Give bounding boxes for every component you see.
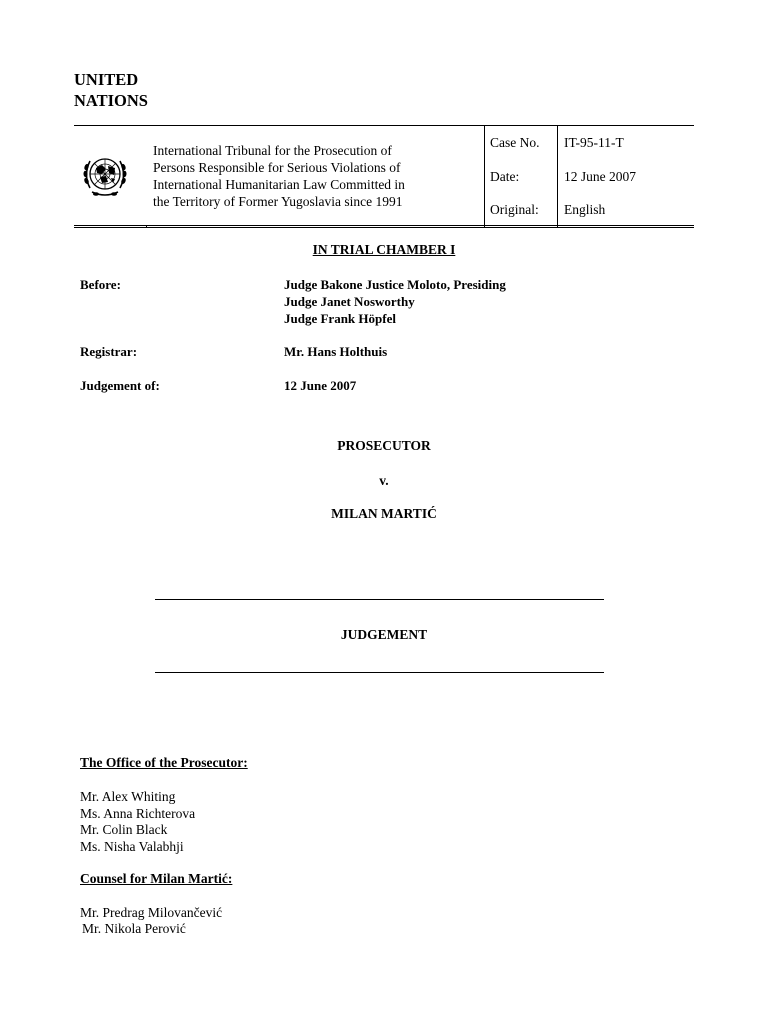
versus-label: v.	[379, 473, 389, 488]
organization-name-line1: UNITED	[74, 70, 139, 89]
header-bottom-rule	[74, 225, 694, 226]
judges-list	[284, 276, 506, 327]
accused-party: MILAN MARTIĆ	[331, 506, 437, 521]
header-case-divider	[484, 125, 485, 228]
title-top-rule	[155, 599, 604, 600]
judgement-date-value: 12 June 2007	[284, 378, 357, 393]
header-case-label-divider	[557, 125, 558, 228]
title-bottom-rule	[155, 672, 604, 673]
defence-counsel-name: Mr. Predrag Milovančević	[80, 905, 223, 920]
tribunal-name-line: International Tribunal for the Prosecution of	[153, 143, 392, 158]
prosecutor-party: PROSECUTOR	[337, 438, 431, 453]
prosecution-heading: The Office of the Prosecutor:	[80, 755, 248, 770]
tribunal-name-line: International Humanitarian Law Committed in	[153, 177, 405, 192]
registrar-value: Mr. Hans Holthuis	[284, 344, 388, 359]
judge-name: Judge Bakone Justice Moloto, Presiding	[284, 277, 506, 292]
counsel-name: Mr. Alex Whiting	[80, 789, 176, 804]
header-bottom-rule-double	[74, 227, 694, 228]
document-title: JUDGEMENT	[340, 627, 428, 642]
tribunal-name-line: the Territory of Former Yugoslavia since 1991	[153, 194, 403, 209]
date-value: 12 June 2007	[564, 169, 636, 184]
case-number-value: IT-95-11-T	[564, 135, 624, 150]
defence-counsel-name: Mr. Nikola Perović	[82, 921, 186, 936]
tribunal-name-line: Persons Responsible for Serious Violations of	[153, 160, 401, 175]
organization-name-line2: NATIONS	[74, 91, 148, 110]
header-top-rule	[74, 125, 694, 126]
header-divider-tick-1	[146, 225, 147, 228]
original-language-value: English	[564, 202, 606, 217]
judgement-date-label: Judgement of:	[80, 378, 160, 393]
counsel-name: Ms. Nisha Valabhji	[80, 838, 184, 854]
organization-name	[74, 69, 148, 111]
original-language-label: Original:	[490, 202, 539, 217]
chamber-heading-text: IN TRIAL CHAMBER I	[312, 242, 456, 257]
chamber-heading	[0, 242, 768, 258]
defence-heading: Counsel for Milan Martić:	[80, 871, 233, 886]
un-emblem-icon	[78, 148, 132, 202]
before-label: Before:	[80, 277, 121, 292]
judge-name: Judge Frank Höpfel	[284, 311, 396, 326]
counsel-name: Mr. Colin Black	[80, 822, 168, 837]
counsel-name: Ms. Anna Richterova	[80, 805, 196, 821]
judge-name: Judge Janet Nosworthy	[284, 294, 415, 309]
case-number-label: Case No.	[490, 135, 540, 150]
tribunal-name	[153, 142, 405, 210]
date-label: Date:	[490, 169, 520, 184]
registrar-label: Registrar:	[80, 344, 138, 359]
prosecution-counsel-list	[80, 789, 195, 855]
